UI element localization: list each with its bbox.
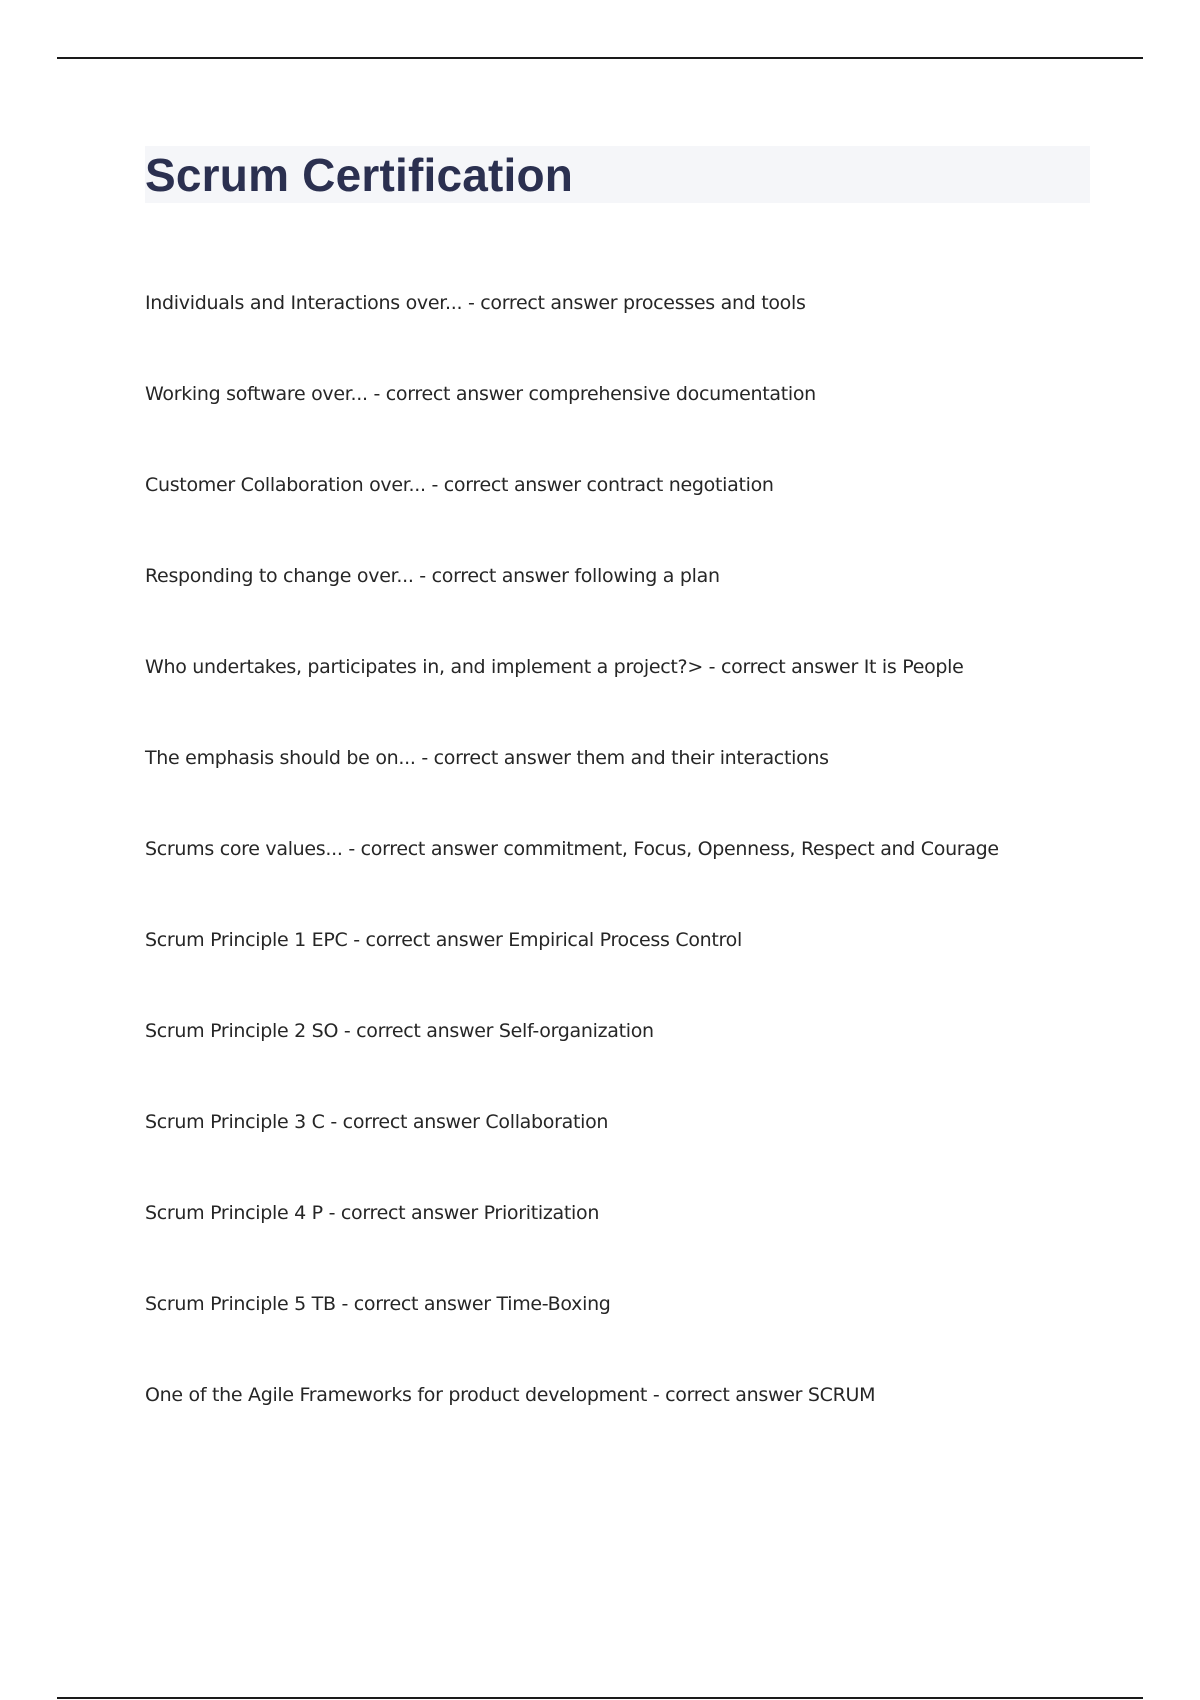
qa-item: Scrums core values... - correct answer commitment, Focus, Openness, Respect and Courage: [145, 838, 999, 860]
qa-item: Scrum Principle 2 SO - correct answer Self-organization: [145, 1020, 654, 1042]
qa-item: Scrum Principle 3 C - correct answer Collaboration: [145, 1111, 609, 1133]
qa-item: Individuals and Interactions over... - correct answer processes and tools: [145, 292, 806, 314]
footer-divider: [57, 1697, 1143, 1699]
qa-item: Who undertakes, participates in, and implement a project?> - correct answer It is People: [145, 656, 964, 678]
qa-item: The emphasis should be on... - correct answer them and their interactions: [145, 747, 829, 769]
qa-item: Working software over... - correct answer comprehensive documentation: [145, 383, 816, 405]
title-banner: [145, 146, 1090, 203]
qa-item: Scrum Principle 4 P - correct answer Prioritization: [145, 1202, 600, 1224]
document-title: Scrum Certification: [145, 148, 574, 201]
qa-item: Customer Collaboration over... - correct answer contract negotiation: [145, 474, 774, 496]
header-divider: [57, 57, 1143, 59]
qa-item: Scrum Principle 5 TB - correct answer Time-Boxing: [145, 1293, 611, 1315]
question-answer-list: [145, 290, 1145, 1473]
qa-item: One of the Agile Frameworks for product development - correct answer SCRUM: [145, 1384, 876, 1406]
qa-item: Scrum Principle 1 EPC - correct answer Empirical Process Control: [145, 929, 742, 951]
qa-item: Responding to change over... - correct answer following a plan: [145, 565, 720, 587]
